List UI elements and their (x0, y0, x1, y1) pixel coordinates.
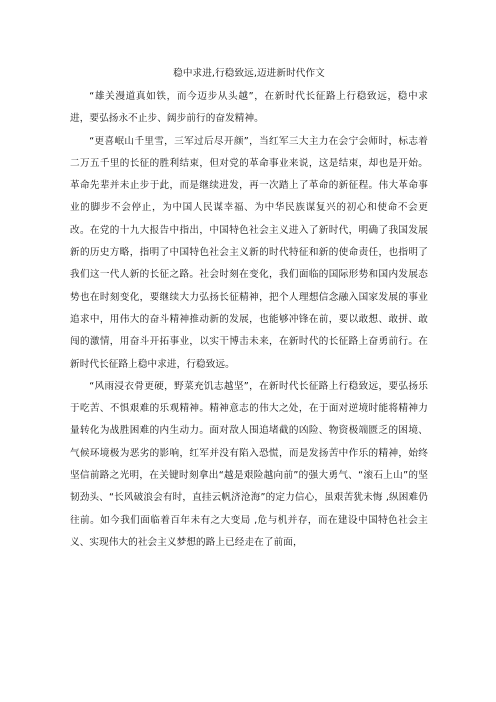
paragraph-2: “更喜岷山千里雪，三军过后尽开颜”，当红军三大主力在会宁会师时，标志着二万五千里的长征的胜利结束，但对党的革命事业来说，这是结束，却也是开始。革命先辈并未止步于此，而是继续进发，再一次踏上了革命的新征程。伟大革命事业的脚步不会停止，为中国人民谋幸福、为中华民族谋复兴的初心和使命不会更改。在党的十九大报告中指出，中国特色社会主义进入了新时代，明确了我国发展新的历史方略，指明了中国特色社会主义新的时代特征和新的使命责任，也指明了我们这一代人新的长征之路。社会时刻在变化，我们面临的国际形势和国内发展态势也在时刻变化，要继续大力弘扬长征精神，把个人理想信念融入国家发展的事业追求中，用伟大的奋斗精神推动新的发展，也能够冲锋在前，要以敢想、敢拼、敢闯的激情，用奋斗开拓事业，以实干博击未来，在新时代的长征路上奋勇前行。在新时代长征路上稳中求进，行稳致远。 (70, 135, 428, 370)
document-body (70, 66, 428, 554)
paragraph-3: “风雨浸衣骨更硬，野菜充饥志越坚”，在新时代长征路上行稳致远，要弘扬乐于吃苦、不惧艰难的乐观精神。精神意志的伟大之处，在于面对逆境时能将精神力量转化为战胜困难的内生动力。面对敌人围追堵截的凶险、物资极端匮乏的困境、气候环境极为恶劣的影响，红军并没有陷入恐慌，而是发扬苦中作乐的精神，始终坚信前路之光明，在关键时刻拿出“越是艰险越向前”的强大勇气、“滚石上山”的坚韧劲头、“长风破浪会有时，直挂云帆济沧海”的定力信心，虽艰苦犹未悔 ,纵困难仍往前。如今我们面临着百年未有之大变局 ,危与机并存，而在建设中国特色社会主义、实现伟大的社会主义梦想的路上已经走在了前面， (70, 380, 428, 548)
paragraph-1: “雄关漫道真如铁，而今迈步从头越”，在新时代长征路上行稳致远，稳中求进，要弘扬永不止步、阔步前行的奋发精神。 (70, 91, 428, 125)
document-title: 稳中求进,行稳致远,迈进新时代作文 (173, 68, 325, 79)
